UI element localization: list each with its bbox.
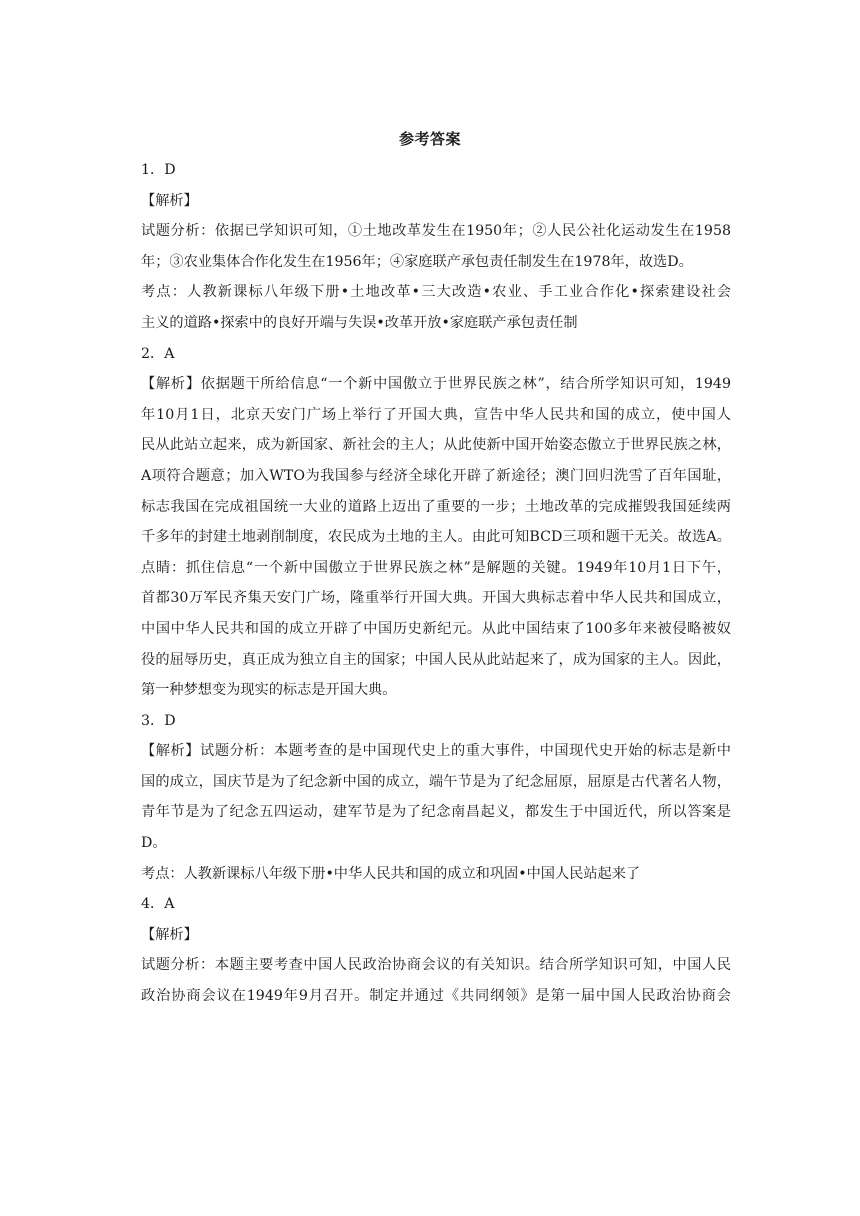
text-line: 年；③农业集体合作化发生在1956年；④家庭联产承包责任制发生在1978年，故选D。 — [141, 253, 693, 270]
text-line: 试题分析：本题主要考查中国人民政治协商会议的有关知识。结合所学知识可知，中国人民 — [141, 957, 731, 974]
page-title: 参考答案 — [398, 130, 461, 148]
text-line: 中国中华人民共和国的成立开辟了中国历史新纪元。从此中国结束了100多年来被侵略被奴 — [141, 620, 731, 637]
text-line: 标志我国在完成祖国统一大业的道路上迈出了重要的一步；土地改革的完成摧毁我国延续两 — [141, 498, 731, 515]
text-line: D。 — [141, 835, 167, 852]
text-line: 2．A — [141, 345, 175, 362]
text-line: 民从此站立起来，成为新国家、新社会的主人；从此使新中国开始姿态傲立于世界民族之林， — [141, 437, 731, 454]
text-line: 【解析】试题分析：本题考查的是中国现代史上的重大事件，中国现代史开始的标志是新中 — [141, 743, 731, 760]
text-line: 【解析】依据题干所给信息“一个新中国傲立于世界民族之林”，结合所学知识可知，1949 — [141, 376, 731, 393]
text-line: 点睛：抓住信息“一个新中国傲立于世界民族之林”是解题的关键。1949年10月1日下午， — [141, 559, 731, 576]
text-line: 年10月1日，北京天安门广场上举行了开国大典，宣告中华人民共和国的成立，使中国人 — [141, 406, 731, 423]
text-line: 青年节是为了纪念五四运动，建军节是为了纪念南昌起义，都发生于中国近代，所以答案是 — [141, 804, 731, 821]
text-line: 3．D — [141, 712, 176, 729]
text-line: 主义的道路•探索中的良好开端与失误•改革开放•家庭联产承包责任制 — [141, 314, 578, 331]
text-line: 1．D — [141, 162, 176, 178]
text-line: 役的屈辱历史，真正成为独立自主的国家；中国人民从此站起来了，成为国家的主人。因此， — [141, 651, 731, 668]
text-line: 考点：人教新课标八年级下册•土地改革•三大改造•农业、手工业合作化•探索建设社会 — [141, 284, 731, 301]
text-line: 试题分析：依据已学知识可知，①土地改革发生在1950年；②人民公社化运动发生在1958 — [141, 223, 731, 240]
text-line: 【解析】 — [141, 926, 198, 943]
text-line: 【解析】 — [141, 192, 198, 209]
text-line: 第一种梦想变为现实的标志是开国大典。 — [141, 682, 397, 699]
answer-content — [141, 155, 731, 1012]
text-line: 考点：人教新课标八年级下册•中华人民共和国的成立和巩固•中国人民站起来了 — [141, 865, 641, 882]
text-line: 政治协商会议在1949年9月召开。制定并通过《共同纲领》是第一届中国人民政治协商会 — [141, 988, 731, 1005]
text-line: 4．A — [141, 896, 175, 913]
text-line: 国的成立，国庆节是为了纪念新中国的成立，端午节是为了纪念屈原，屈原是古代著名人物， — [141, 773, 731, 790]
text-line: 千多年的封建土地剥削制度，农民成为土地的主人。由此可知BCD三项和题干无关。故选A。 — [141, 529, 731, 546]
text-line: A项符合题意；加入WTO为我国参与经济全球化开辟了新途径；澳门回归洗雪了百年国耻， — [141, 467, 731, 484]
text-line: 首都30万军民齐集天安门广场，隆重举行开国大典。开国大典标志着中华人民共和国成立， — [141, 590, 731, 607]
